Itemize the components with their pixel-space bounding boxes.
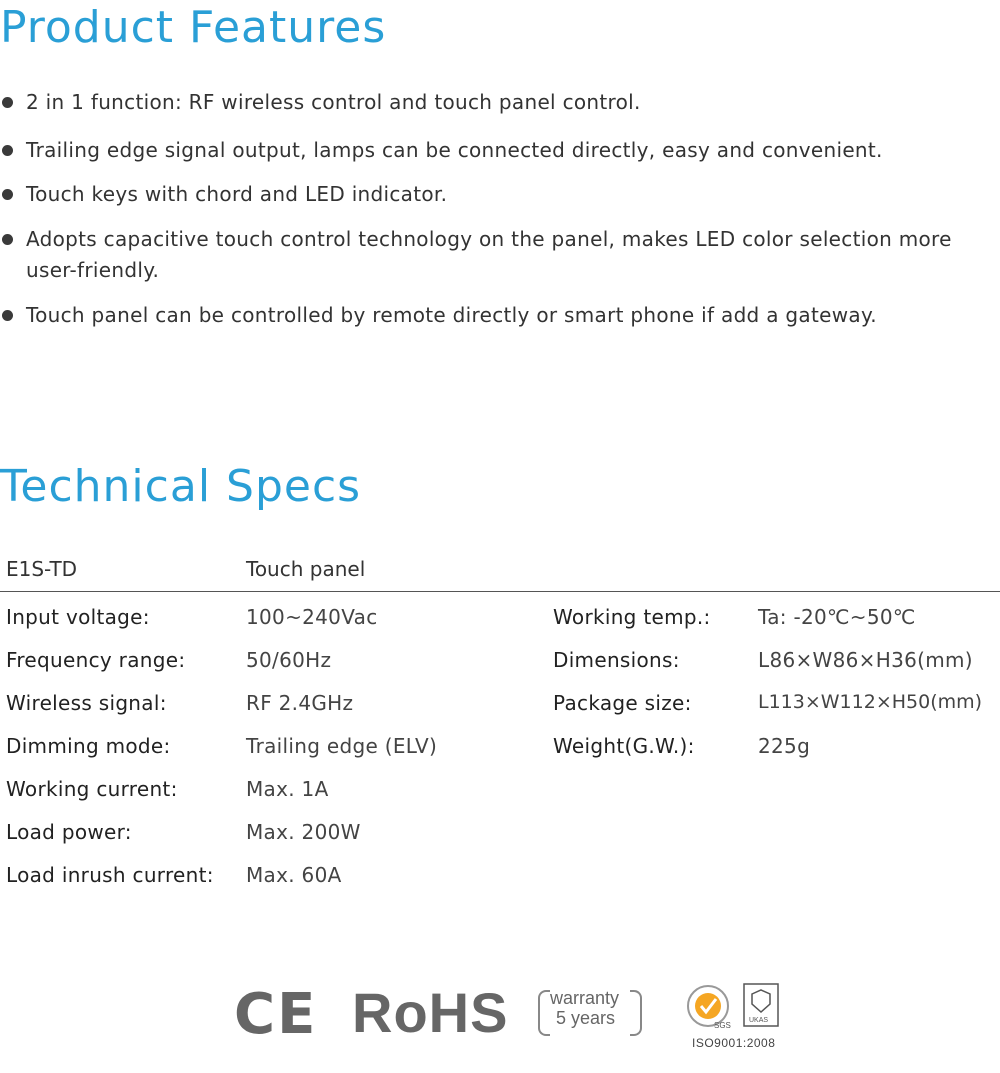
feature-text: Trailing edge signal output, lamps can be connected directly, easy and convenient. bbox=[26, 138, 883, 162]
bullet-icon bbox=[2, 97, 13, 108]
bracket-right-icon bbox=[630, 990, 642, 1036]
spec-value: Max. 200W bbox=[246, 820, 361, 844]
spec-value: Trailing edge (ELV) bbox=[246, 734, 438, 758]
product-features-heading: Product Features bbox=[0, 2, 387, 53]
spec-value: L86×W86×H36(mm) bbox=[758, 648, 973, 672]
spec-label: Package size: bbox=[553, 691, 692, 715]
spec-value: 100~240Vac bbox=[246, 605, 378, 629]
technical-specs-heading: Technical Specs bbox=[0, 461, 362, 512]
warranty-text: warranty bbox=[550, 988, 620, 1008]
feature-text: Touch keys with chord and LED indicator. bbox=[26, 182, 448, 206]
feature-text: Touch panel can be controlled by remote directly or smart phone if add a gateway. bbox=[26, 303, 877, 327]
spec-label: Weight(G.W.): bbox=[553, 734, 695, 758]
feature-text: Adopts capacitive touch control technology on the panel, makes LED color selection more user-friendly. bbox=[26, 227, 952, 282]
spec-label: Input voltage: bbox=[6, 605, 150, 629]
spec-model-row bbox=[0, 555, 1000, 592]
feature-item bbox=[0, 300, 990, 331]
bullet-icon bbox=[2, 189, 13, 200]
svg-text:SGS: SGS bbox=[714, 1021, 731, 1030]
iso-certification-badge bbox=[686, 982, 786, 1052]
spec-value: 225g bbox=[758, 734, 811, 758]
warranty-badge bbox=[538, 988, 642, 1038]
feature-item bbox=[0, 179, 990, 210]
spec-value: Max. 1A bbox=[246, 777, 329, 801]
spec-value: L113×W112×H50(mm) bbox=[758, 691, 983, 713]
spec-label: Load inrush current: bbox=[6, 863, 214, 887]
spec-label: Working current: bbox=[6, 777, 178, 801]
certification-logos bbox=[0, 980, 1000, 1060]
rohs-logo: RoHS bbox=[352, 981, 509, 1044]
spec-label: Load power: bbox=[6, 820, 132, 844]
bullet-icon bbox=[2, 310, 13, 321]
spec-label: Dimming mode: bbox=[6, 734, 171, 758]
ce-logo: CE bbox=[234, 982, 318, 1047]
model-description: Touch panel bbox=[246, 557, 366, 581]
model-number: E1S-TD bbox=[6, 557, 78, 581]
spec-label: Wireless signal: bbox=[6, 691, 167, 715]
spec-label: Dimensions: bbox=[553, 648, 680, 672]
feature-text: 2 in 1 function: RF wireless control and touch panel control. bbox=[26, 90, 641, 114]
bracket-left-icon bbox=[538, 990, 550, 1036]
feature-item bbox=[0, 224, 990, 286]
bullet-icon bbox=[2, 145, 13, 156]
spec-value: Max. 60A bbox=[246, 863, 342, 887]
spec-value: 50/60Hz bbox=[246, 648, 332, 672]
feature-item bbox=[0, 87, 990, 118]
spec-label: Frequency range: bbox=[6, 648, 186, 672]
warranty-years: 5 years bbox=[556, 1008, 616, 1028]
feature-item bbox=[0, 135, 990, 166]
spec-label: Working temp.: bbox=[553, 605, 711, 629]
svg-text:UKAS: UKAS bbox=[749, 1017, 769, 1024]
spec-value: RF 2.4GHz bbox=[246, 691, 354, 715]
spec-value: Ta: -20℃~50℃ bbox=[758, 605, 916, 629]
sgs-ukas-logo bbox=[686, 982, 786, 1036]
bullet-icon bbox=[2, 234, 13, 245]
iso-text: ISO9001:2008 bbox=[692, 1036, 776, 1050]
